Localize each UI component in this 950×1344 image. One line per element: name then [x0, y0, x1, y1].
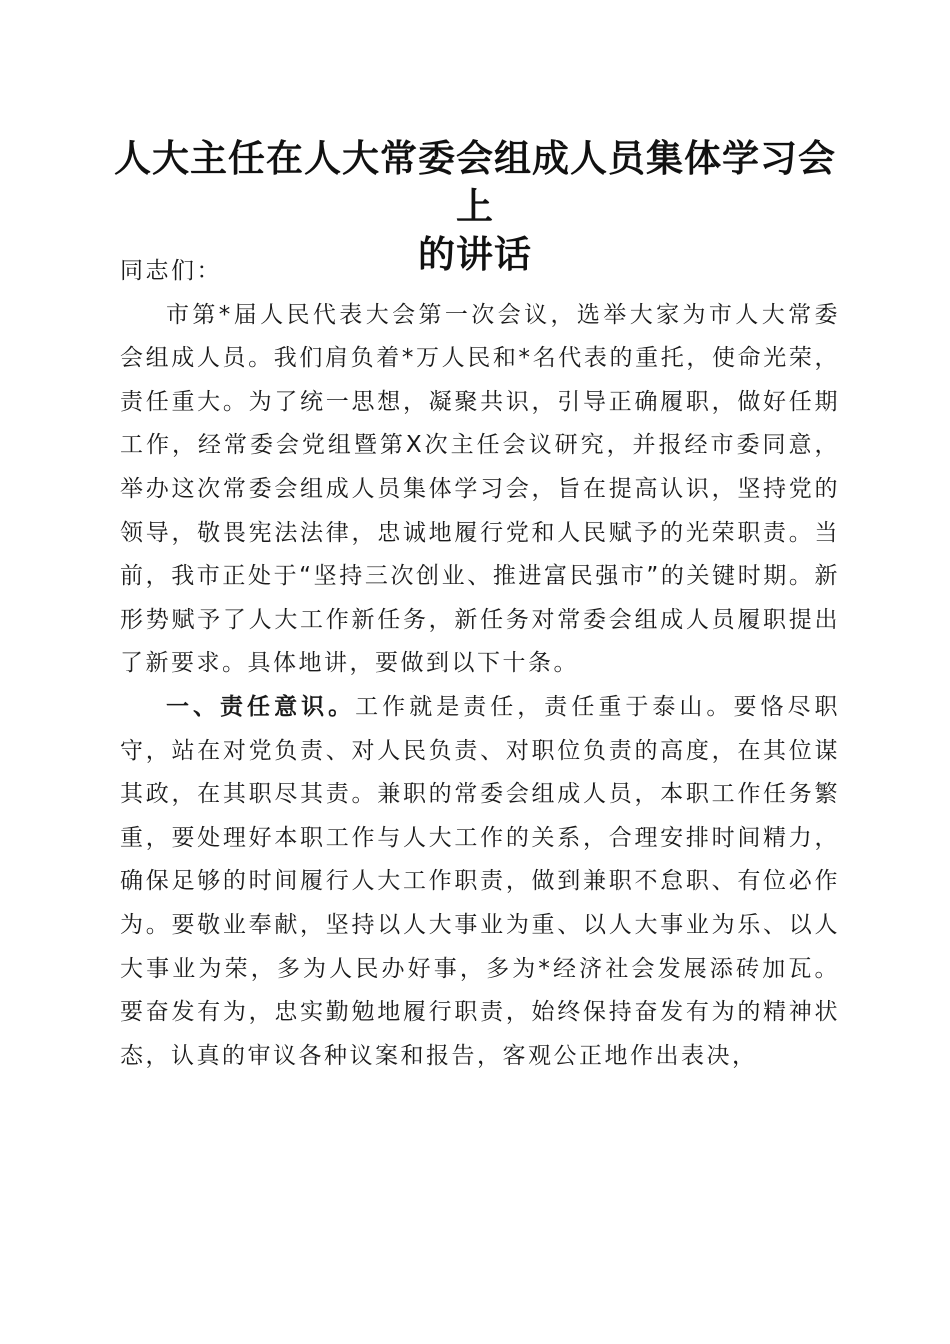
section-1-heading: 一、责任意识。 [166, 693, 356, 720]
paragraph-intro: 市第*届人民代表大会第一次会议，选举大家为市人大常委会组成人员。我们肩负着*万人民和*名代表的重托，使命光荣，责任重大。为了统一思想，凝聚共识，引导正确履职，做好任期工作，经常委会党组暨第X次主任会议研究，并报经市委同意，举办这次常委会组成人员集体学习会，旨在提高认识，坚持党的领导，敬畏宪法法律，忠诚地履行党和人民赋予的光荣职责。当前，我市正处于“坚持三次创业、推进富民强市”的关键时期。新形势赋予了人大工作新任务，新任务对常委会组成人员履职提出了新要求。具体地讲，要做到以下十条。 [120, 301, 840, 677]
salutation: 同志们： [120, 258, 222, 284]
paragraph-section-1 [120, 686, 840, 1078]
title-line-1: 人大主任在人大常委会组成人员集体学习会上 [114, 136, 836, 228]
section-1-text: 工作就是责任，责任重于泰山。要恪尽职守，站在对党负责、对人民负责、对职位负责的高度，在其位谋其政，在其职尽其责。兼职的常委会组成人员，本职工作任务繁重，要处理好本职工作与人大工作的关系，合理安排时间精力，确保足够的时间履行人大工作职责，做到兼职不怠职、有位必作为。要敬业奉献，坚持以人大事业为重、以人大事业为乐、以人大事业为荣，多为人民办好事，多为*经济社会发展添砖加瓦。要奋发有为，忠实勤勉地履行职责，始终保持奋发有为的精神状态，认真的审议各种议案和报告，客观公正地作出表决， [120, 693, 841, 1069]
title-line-2: 的讲话 [418, 232, 532, 276]
document-body [120, 250, 840, 1078]
